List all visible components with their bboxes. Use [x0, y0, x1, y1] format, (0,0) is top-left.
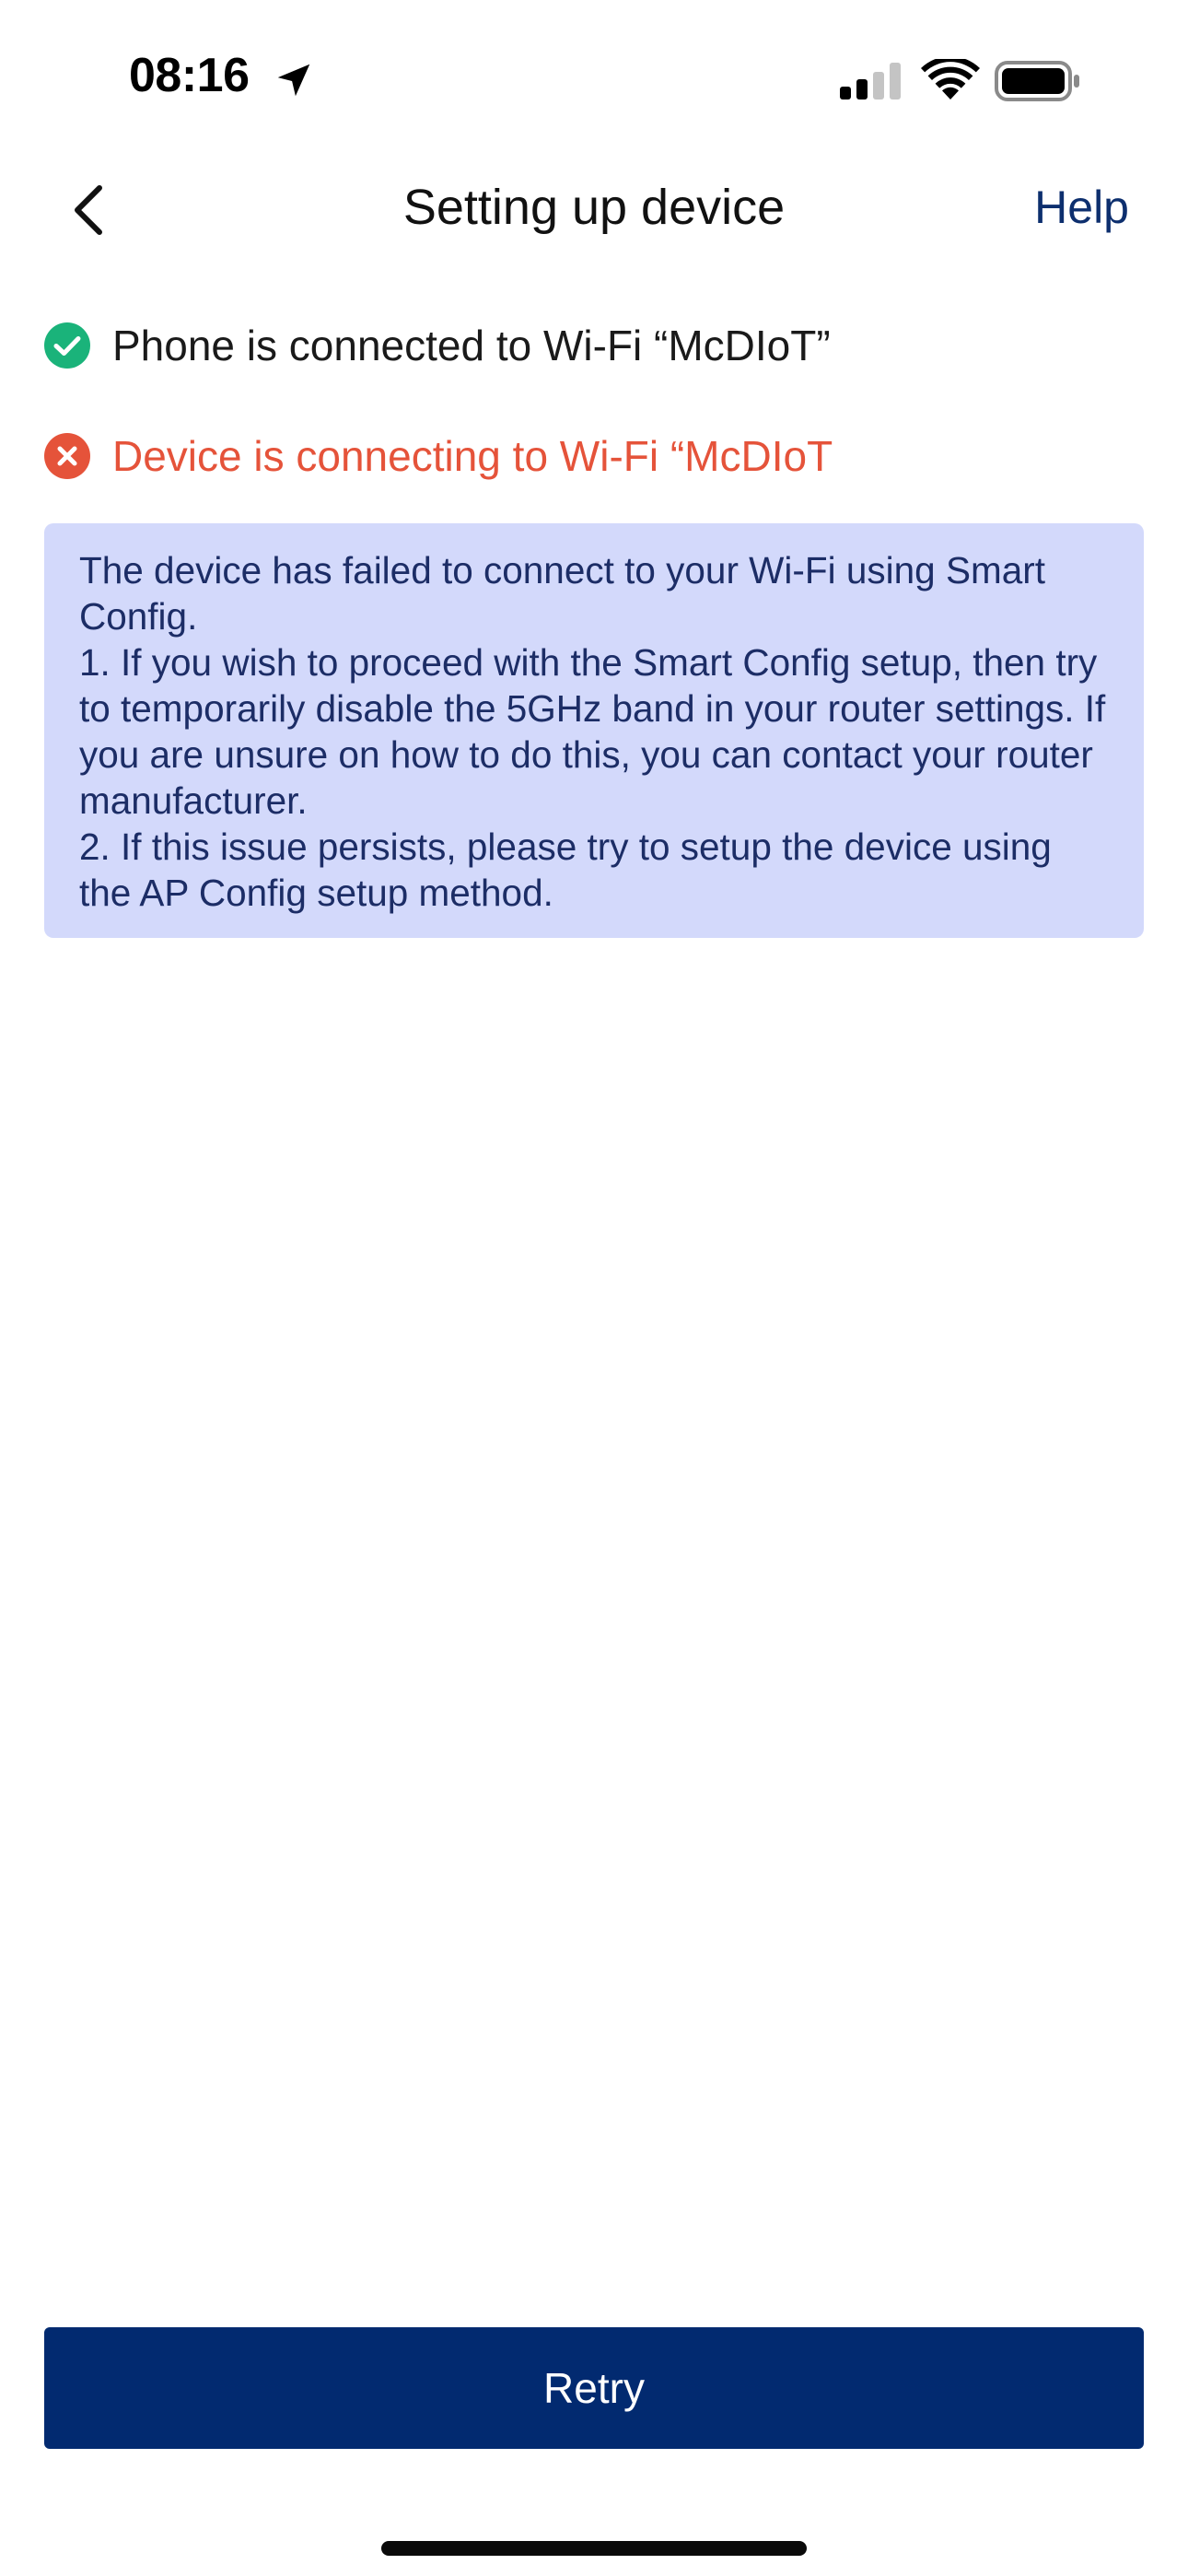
battery-icon — [995, 59, 1083, 103]
info-step-1: 1. If you wish to proceed with the Smart Config setup, then try to temporarily disable the 5GHz band in your router settings. If you are unsure on how to do this, you can contact your router manufacturer. — [79, 641, 1106, 822]
cellular-signal-icon — [840, 63, 903, 100]
home-indicator[interactable] — [381, 2541, 807, 2556]
error-info-box — [44, 523, 1144, 938]
info-intro: The device has failed to connect to your Wi-Fi using Smart Config. — [79, 549, 1045, 638]
check-circle-icon — [44, 322, 90, 369]
location-arrow-icon — [273, 59, 315, 101]
retry-button[interactable]: Retry — [44, 2327, 1144, 2449]
status-time: 08:16 — [129, 49, 250, 102]
step-device-connecting — [44, 431, 833, 481]
wifi-icon — [921, 59, 980, 103]
step-phone-connected — [44, 321, 831, 370]
page-title: Setting up device — [402, 180, 786, 235]
info-step-2: 2. If this issue persists, please try to setup the device using the AP Config setup method. — [79, 825, 1052, 914]
x-circle-icon — [44, 433, 90, 479]
step-text: Phone is connected to Wi-Fi “McDIoT” — [112, 322, 831, 369]
status-bar — [0, 0, 1188, 157]
step-text: Device is connecting to Wi-Fi “McDIoT — [112, 432, 833, 480]
help-link[interactable]: Help — [1034, 181, 1129, 233]
nav-bar — [0, 157, 1188, 267]
